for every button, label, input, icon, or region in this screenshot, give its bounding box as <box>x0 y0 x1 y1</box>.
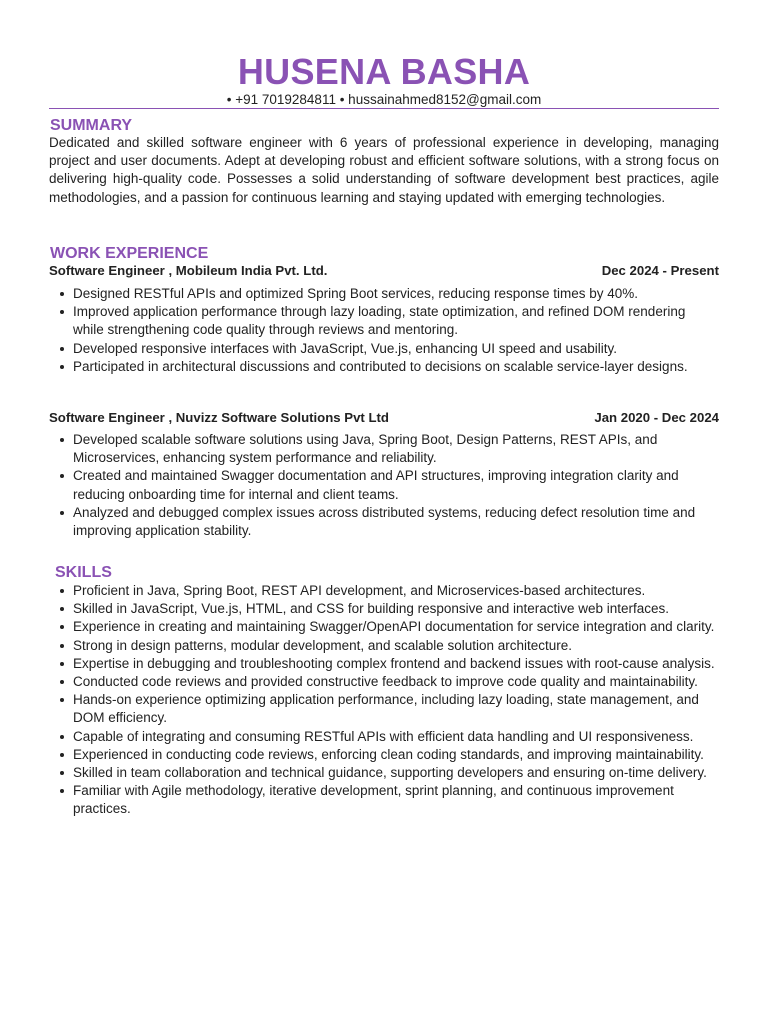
list-item: Experienced in conducting code reviews, enforcing clean coding standards, and improving maintainability. <box>49 746 719 764</box>
list-item: Strong in design patterns, modular development, and scalable solution architecture. <box>49 637 719 655</box>
list-item: Capable of integrating and consuming RESTful APIs with efficient data handling and UI responsiveness. <box>49 728 719 746</box>
job-dates: Jan 2020 - Dec 2024 <box>594 410 719 425</box>
job-role: Software Engineer , Nuvizz Software Solutions Pvt Ltd <box>49 410 389 425</box>
summary-heading: SUMMARY <box>50 117 133 134</box>
list-item: Conducted code reviews and provided constructive feedback to improve code quality and maintainability. <box>49 673 719 691</box>
list-item: Skilled in team collaboration and technical guidance, supporting developers and ensuring on-time delivery. <box>49 764 719 782</box>
list-item: Familiar with Agile methodology, iterative development, sprint planning, and continuous improvement practices. <box>49 782 719 818</box>
list-item: Developed responsive interfaces with JavaScript, Vue.js, enhancing UI speed and usability. <box>49 340 719 358</box>
list-item: Improved application performance through lazy loading, state optimization, and refined DOM rendering while strengthening code quality through reviews and mentoring. <box>49 303 719 339</box>
list-item: Experience in creating and maintaining Swagger/OpenAPI documentation for service integration and clarity. <box>49 618 719 636</box>
candidate-name: HUSENA BASHA <box>237 51 531 92</box>
job-header <box>49 262 719 280</box>
list-item: Designed RESTful APIs and optimized Spring Boot services, reducing response times by 40%. <box>49 285 719 303</box>
skills-list <box>49 582 719 819</box>
job-role: Software Engineer , Mobileum India Pvt. Ltd. <box>49 263 328 278</box>
skills-heading: SKILLS <box>55 564 112 581</box>
job-bullet-list <box>49 431 719 540</box>
job-dates: Dec 2024 - Present <box>601 263 719 278</box>
list-item: Hands-on experience optimizing application performance, including lazy loading, state management, and DOM efficiency. <box>49 691 719 727</box>
list-item: Developed scalable software solutions using Java, Spring Boot, Design Patterns, REST APIs, and Microservices, enhancing system performance and reliability. <box>49 431 719 467</box>
summary-text: Dedicated and skilled software engineer with 6 years of professional experience in developing, managing project and user documents. Adept at developing robust and efficient software solutions, with a strong focus on delivering high-quality code. Possesses a solid understanding of software development best practices, agile methodologies, and a passion for continuous learning and staying updated with emerging technologies. <box>49 135 719 205</box>
job-header <box>49 409 719 427</box>
list-item: Expertise in debugging and troubleshooting complex frontend and backend issues with root-cause analysis. <box>49 655 719 673</box>
list-item: Proficient in Java, Spring Boot, REST API development, and Microservices-based architectures. <box>49 582 719 600</box>
job-bullet-list <box>49 285 719 376</box>
list-item: Participated in architectural discussions and contributed to decisions on scalable service-layer designs. <box>49 358 719 376</box>
contact-info: • +91 7019284811 • hussainahmed8152@gmail.com <box>226 92 542 107</box>
header-divider <box>49 108 719 109</box>
work-experience-heading: WORK EXPERIENCE <box>50 245 209 262</box>
list-item: Skilled in JavaScript, Vue.js, HTML, and CSS for building responsive and interactive web interfaces. <box>49 600 719 618</box>
list-item: Analyzed and debugged complex issues across distributed systems, reducing defect resolution time and improving application stability. <box>49 504 719 540</box>
list-item: Created and maintained Swagger documentation and API structures, improving integration clarity and reducing onboarding time for internal and client teams. <box>49 467 719 503</box>
